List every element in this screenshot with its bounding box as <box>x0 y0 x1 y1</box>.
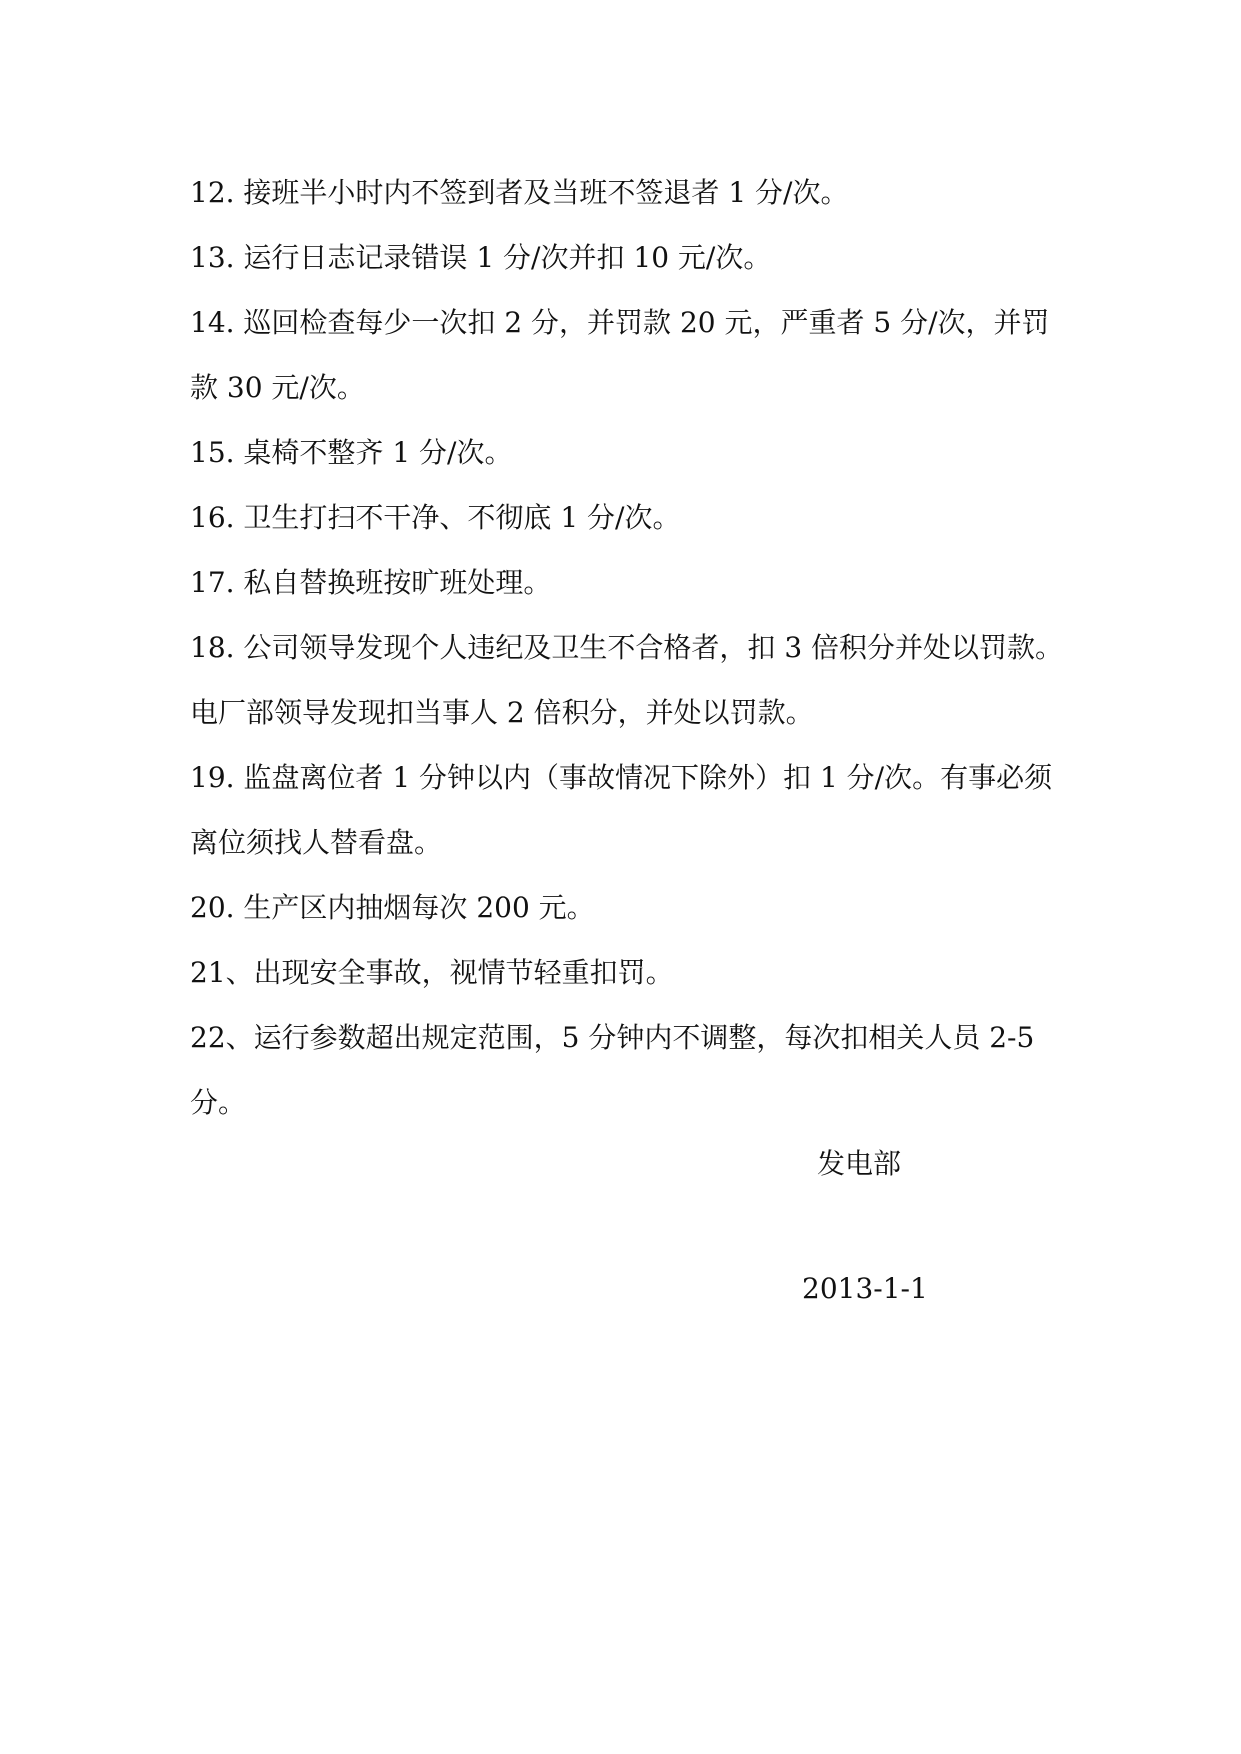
rule-16-line: 16. 卫生打扫不干净、不彻底 1 分/次。 <box>190 501 681 534</box>
rule-21-line: 21、出现安全事故，视情节轻重扣罚。 <box>190 956 674 989</box>
rule-19-continuation: 离位须找人替看盘。 <box>190 826 443 859</box>
rule-18-line: 18. 公司领导发现个人违纪及卫生不合格者，扣 3 倍积分并处以罚款。 <box>190 631 1064 664</box>
rule-20-line: 20. 生产区内抽烟每次 200 元。 <box>190 891 595 924</box>
rule-18-continuation: 电厂部领导发现扣当事人 2 倍积分，并处以罚款。 <box>190 696 814 729</box>
rule-22-continuation: 分。 <box>190 1086 247 1119</box>
rule-12-line: 12. 接班半小时内不签到者及当班不签退者 1 分/次。 <box>190 176 849 209</box>
signature-department: 发电部 <box>817 1147 902 1180</box>
signature-date: 2013-1-1 <box>802 1272 928 1305</box>
rule-17-line: 17. 私自替换班按旷班处理。 <box>190 566 552 599</box>
rule-19-line: 19. 监盘离位者 1 分钟以内（事故情况下除外）扣 1 分/次。有事必须 <box>190 761 1053 794</box>
rule-13-line: 13. 运行日志记录错误 1 分/次并扣 10 元/次。 <box>190 241 772 274</box>
rule-14-line: 14. 巡回检查每少一次扣 2 分，并罚款 20 元，严重者 5 分/次，并罚 <box>190 306 1050 339</box>
regulation-list <box>190 160 1064 1135</box>
rule-22-line: 22、运行参数超出规定范围，5 分钟内不调整，每次扣相关人员 2-5 <box>190 1021 1035 1054</box>
rule-14-continuation: 款 30 元/次。 <box>190 371 365 404</box>
rule-15-line: 15. 桌椅不整齐 1 分/次。 <box>190 436 513 469</box>
